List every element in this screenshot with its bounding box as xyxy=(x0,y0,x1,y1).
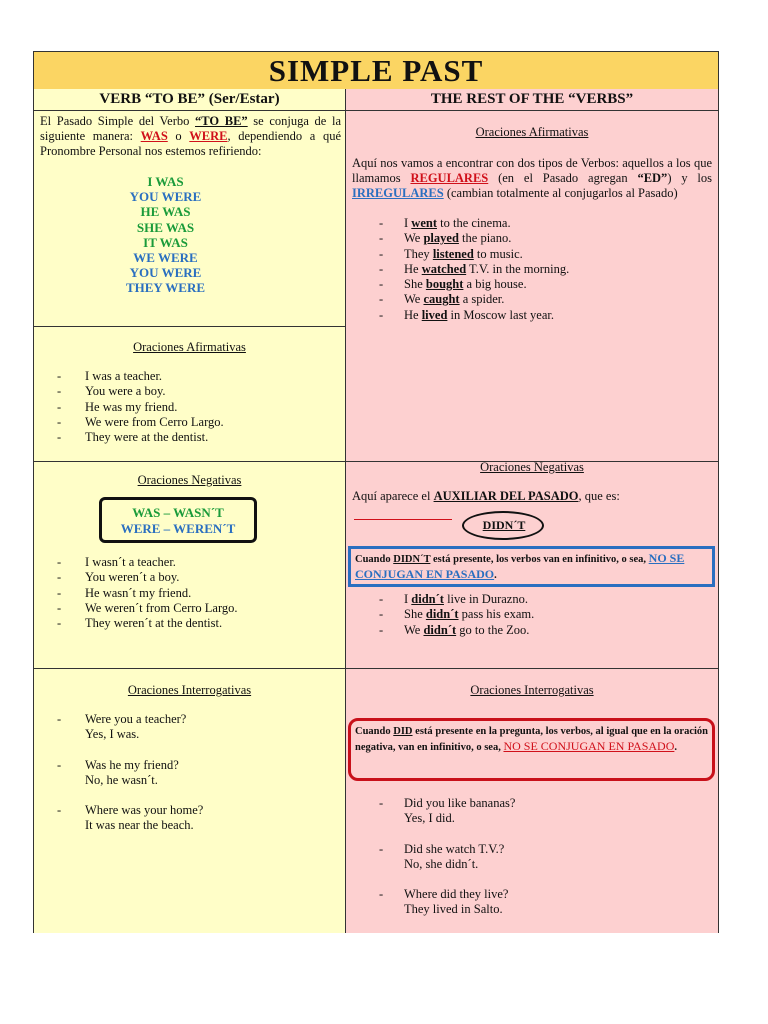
example-sentence xyxy=(352,216,712,231)
example-sentence xyxy=(352,308,712,323)
past-verb: didn´t xyxy=(425,607,459,622)
past-verb: listened xyxy=(432,246,474,261)
answer: It was near the beach. xyxy=(85,818,194,833)
regulares-term: REGULARES xyxy=(410,171,489,185)
simple-past-sheet xyxy=(33,51,719,933)
verb-types-intro xyxy=(352,156,712,201)
pronoun-form: WE WERE xyxy=(133,250,198,266)
right-column-header: THE REST OF THE “VERBS” xyxy=(346,89,718,111)
question-answer-pair xyxy=(352,796,712,827)
example-sentence: - They weren´t at the dentist. xyxy=(34,616,345,631)
sentence-end: live in Durazno. xyxy=(443,592,528,606)
sentence-start: She xyxy=(404,607,426,622)
sentence-end: T.V. in the morning. xyxy=(466,261,570,276)
example-sentence xyxy=(352,592,712,607)
sentence-end: the piano. xyxy=(458,231,512,246)
did-note-box xyxy=(348,718,715,781)
were-negation: WERE – WEREN´T xyxy=(120,521,236,536)
right-interrogative-cell xyxy=(346,669,718,933)
sentence-end: a big house. xyxy=(463,277,527,292)
sentence-end: a spider. xyxy=(459,292,505,307)
left-negative-cell xyxy=(34,462,346,669)
example-sentence xyxy=(352,277,712,292)
question: - Where did they live? xyxy=(404,887,509,902)
answer: Yes, I was. xyxy=(85,727,140,742)
sentence-end: in Moscow last year. xyxy=(447,307,554,322)
question-answer-pair xyxy=(352,842,712,873)
example-sentence xyxy=(352,607,712,622)
sentence-end: to the cinema. xyxy=(437,216,511,230)
pronoun-list xyxy=(40,174,341,296)
pronoun-form: YOU WERE xyxy=(129,189,202,205)
auxiliary-intro xyxy=(352,489,712,504)
sentence-start: She xyxy=(404,277,426,292)
pronoun-form: YOU WERE xyxy=(129,265,202,281)
sentence-start: I xyxy=(404,216,412,230)
question-answer-pair xyxy=(34,712,345,743)
section-heading: Oraciones Afirmativas xyxy=(475,125,589,139)
note-emphasis: NO SE CONJUGAN EN PASADO xyxy=(503,739,675,753)
answer: No, she didn´t. xyxy=(404,856,479,871)
question: - Where was your home? xyxy=(85,803,204,818)
auxiliary-term: AUXILIAR DEL PASADO xyxy=(433,489,579,503)
left-affirmative-cell xyxy=(34,327,346,462)
past-verb: played xyxy=(423,231,459,246)
pronoun-form: SHE WAS xyxy=(136,219,195,235)
example-sentence: - He wasn´t my friend. xyxy=(34,586,345,601)
past-verb: didn´t xyxy=(423,622,457,637)
answer: They lived in Salto. xyxy=(404,902,503,917)
intro-text: o xyxy=(167,129,190,143)
was-term: WAS xyxy=(140,129,168,143)
note-did: DID xyxy=(393,726,413,737)
was-negation: WAS – WASN´T xyxy=(132,505,224,520)
example-sentence xyxy=(352,231,712,246)
were-term: WERE xyxy=(189,129,228,143)
irregulares-term: IRREGULARES xyxy=(352,186,444,200)
past-verb: lived xyxy=(421,307,448,322)
past-verb: didn´t xyxy=(411,592,444,606)
sentence-end: to music. xyxy=(473,246,523,261)
question: - Was he my friend? xyxy=(85,757,179,772)
sentence-start: He xyxy=(404,307,422,322)
pronoun-form: I WAS xyxy=(147,174,184,189)
ed-term: “ED” xyxy=(637,171,668,185)
sentence-start: We xyxy=(404,622,424,637)
sentence-start: I xyxy=(404,592,412,606)
example-sentence: - We weren´t from Cerro Largo. xyxy=(34,601,345,616)
question: - Did you like bananas? xyxy=(404,796,516,810)
note-text: . xyxy=(494,570,497,581)
example-sentence: - You were a boy. xyxy=(34,384,345,399)
to-be-term: “TO BE” xyxy=(195,114,248,128)
section-heading: Oraciones Interrogativas xyxy=(127,683,252,697)
note-emphasis: NO SE CONJUGAN EN PASADO xyxy=(355,551,685,581)
to-be-intro xyxy=(40,114,341,159)
example-sentence: - I wasn´t a teacher. xyxy=(34,555,345,570)
sentence-start: He xyxy=(404,261,422,276)
intro-text: se conjuga de la siguiente manera: xyxy=(40,114,342,143)
interrogative-examples xyxy=(34,712,345,834)
example-sentence xyxy=(352,262,712,277)
example-sentence: - He was my friend. xyxy=(34,400,345,415)
pronoun-form: HE WAS xyxy=(140,204,191,220)
question-answer-pair xyxy=(34,803,345,834)
note-text: Cuando xyxy=(355,554,394,565)
intro-text: , dependiendo a qué Pronombre Personal nos estemos refiriendo: xyxy=(40,129,342,158)
negative-examples xyxy=(352,592,712,638)
affirmative-examples xyxy=(34,369,345,445)
was-were-negation-box xyxy=(99,497,257,543)
example-sentence xyxy=(352,623,712,638)
example-sentence: - You weren´t a boy. xyxy=(34,570,345,585)
example-sentence: - I was a teacher. xyxy=(34,369,345,384)
question-answer-pair xyxy=(352,887,712,918)
pronoun-form: THEY WERE xyxy=(125,280,206,296)
sentence-start: We xyxy=(404,231,424,246)
past-verb: caught xyxy=(423,292,460,307)
page-title: SIMPLE PAST xyxy=(34,52,718,90)
example-sentence xyxy=(352,247,712,262)
pronoun-form: IT WAS xyxy=(143,234,188,250)
past-verb: bought xyxy=(425,277,464,292)
question-answer-pair xyxy=(34,758,345,789)
blank-line xyxy=(354,519,452,520)
negative-examples xyxy=(34,555,345,631)
section-heading: Oraciones Negativas xyxy=(480,460,584,474)
example-sentence: - They were at the dentist. xyxy=(34,430,345,445)
didnt-term: DIDN´T xyxy=(482,518,526,532)
didnt-note-box xyxy=(348,546,715,587)
affirmative-examples xyxy=(352,216,712,323)
answer: No, he wasn´t. xyxy=(85,772,158,787)
to-be-conjugation-cell xyxy=(34,111,346,327)
example-sentence xyxy=(352,292,712,307)
question: - Were you a teacher? xyxy=(85,712,187,726)
intro-text: El Pasado Simple del Verbo xyxy=(40,114,196,128)
sentence-end: go to the Zoo. xyxy=(456,622,530,637)
note-didnt: DIDN´T xyxy=(393,554,431,565)
intro-text: Aquí aparece el xyxy=(352,489,434,503)
intro-text: (cambian totalmente al conjugarlos al Pasado) xyxy=(443,186,678,200)
left-column-header: VERB “TO BE” (Ser/Estar) xyxy=(34,89,346,111)
section-heading: Oraciones Negativas xyxy=(137,473,242,487)
note-text: está presente en la pregunta, los verbos, al igual que en la oración negativa, van en infinitivo, o sea, xyxy=(355,726,708,753)
example-sentence: - We were from Cerro Largo. xyxy=(34,415,345,430)
past-verb: went xyxy=(411,216,437,230)
sentence-end: pass his exam. xyxy=(458,607,535,622)
note-text: Cuando xyxy=(355,726,394,737)
intro-text: (en el Pasado agregan xyxy=(488,171,638,185)
note-text: está presente, los verbos van en infinitivo, o sea, xyxy=(430,554,649,565)
section-heading: Oraciones Interrogativas xyxy=(470,683,594,697)
sentence-start: We xyxy=(404,292,424,307)
answer: Yes, I did. xyxy=(404,811,455,826)
left-interrogative-cell xyxy=(34,669,346,933)
right-affirmative-cell xyxy=(346,111,718,462)
section-heading: Oraciones Afirmativas xyxy=(133,340,246,354)
past-verb: watched xyxy=(421,261,467,276)
note-text: . xyxy=(674,742,678,753)
question: - Did she watch T.V.? xyxy=(404,841,505,856)
intro-text: Aquí nos vamos a encontrar con dos tipos de Verbos: aquellos a los que llamamos xyxy=(352,156,712,185)
intro-text: ) y los xyxy=(667,171,713,185)
intro-text: , que es: xyxy=(578,489,620,503)
sentence-start: They xyxy=(404,246,433,261)
interrogative-examples xyxy=(352,796,712,918)
